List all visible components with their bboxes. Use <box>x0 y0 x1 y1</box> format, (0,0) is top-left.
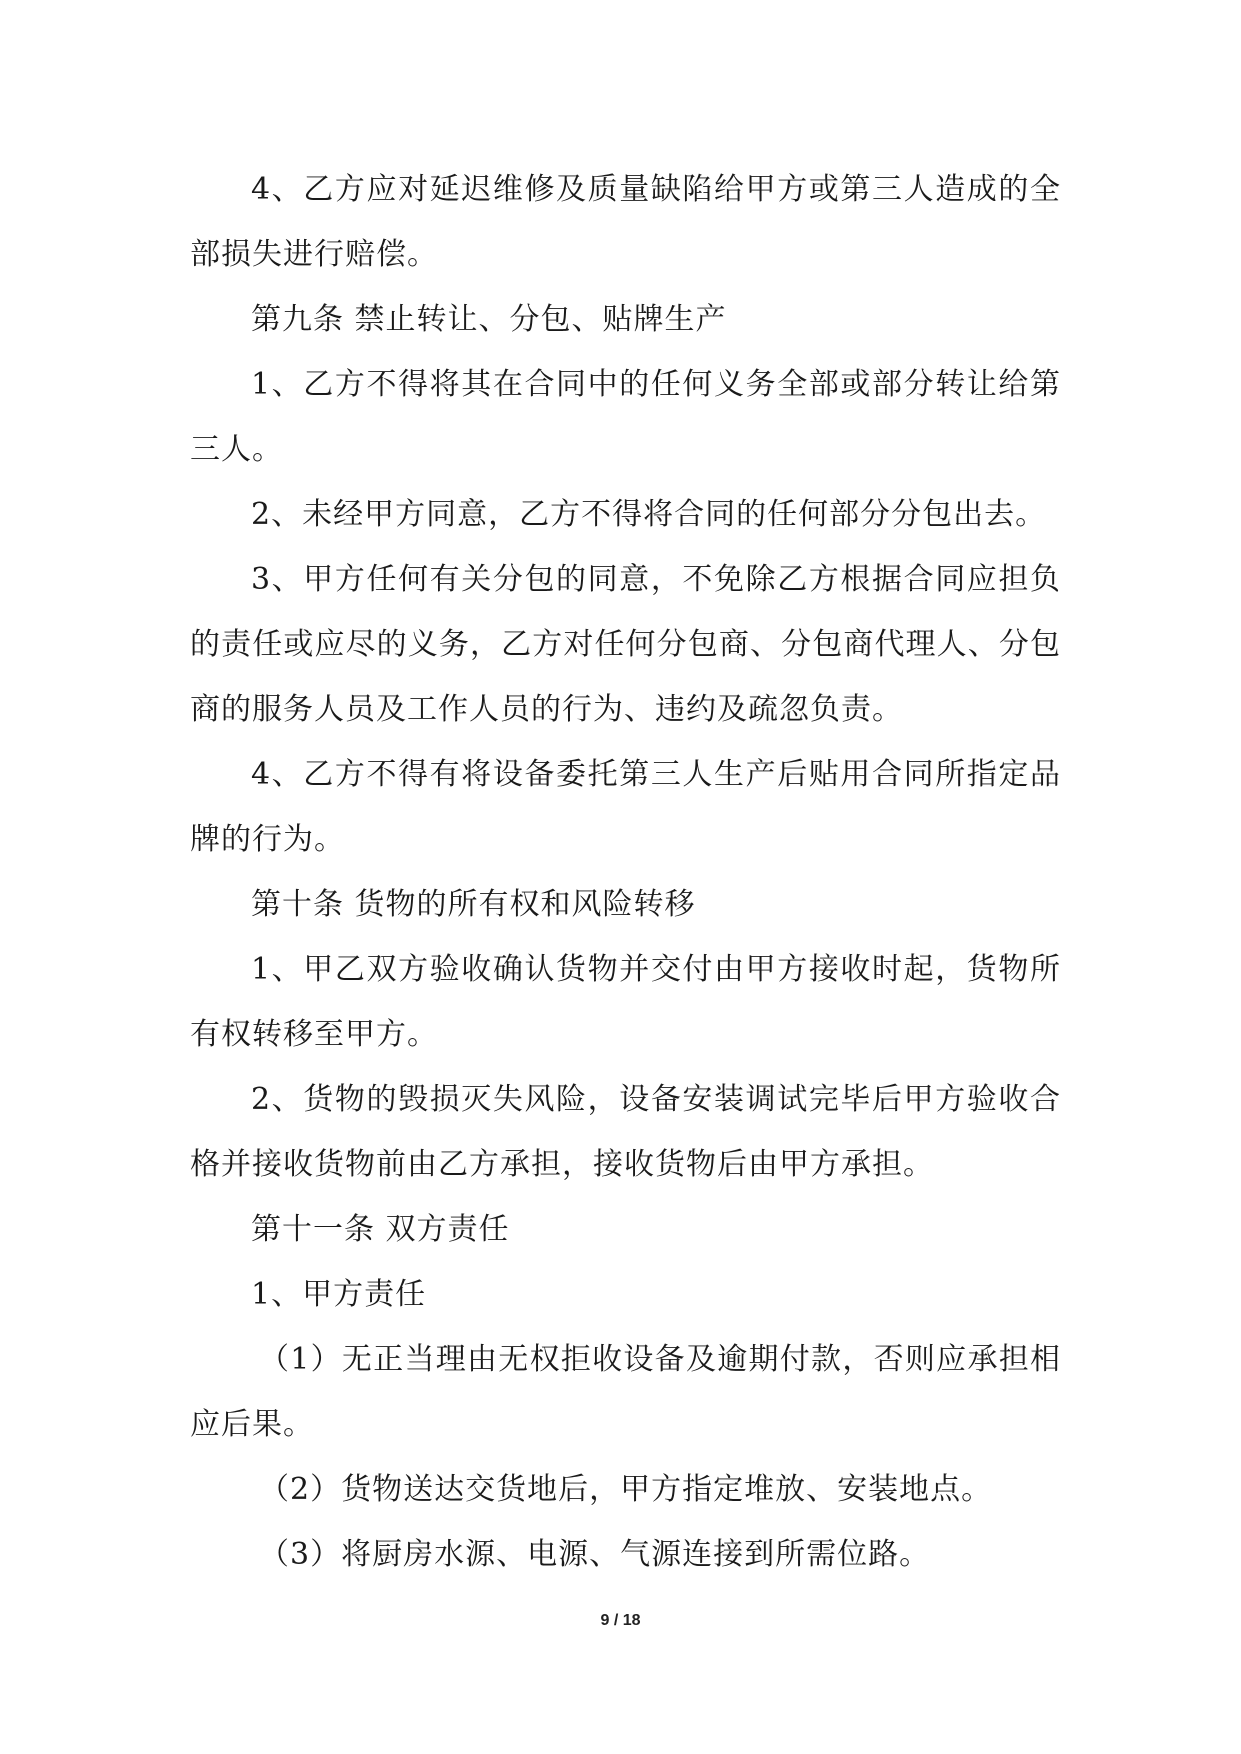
paragraph-item-3-subcontract-liability: 3、甲方任何有关分包的同意，不免除乙方根据合同应担负的责任或应尽的义务，乙方对任何分包商、分包商代理人、分包商的服务人员及工作人员的行为、违约及疏忽负责。 <box>190 562 1061 727</box>
paragraph-item-1-no-transfer: 1、乙方不得将其在合同中的任何义务全部或部分转让给第三人。 <box>190 367 1061 467</box>
paragraph-item-4-no-oem: 4、乙方不得有将设备委托第三人生产后贴用合同所指定品牌的行为。 <box>190 757 1061 857</box>
paragraph-subitem-1: （1）无正当理由无权拒收设备及逾期付款，否则应承担相应后果。 <box>190 1342 1061 1442</box>
paragraph-item-2-no-subcontract: 2、未经甲方同意，乙方不得将合同的任何部分分包出去。 <box>251 497 1047 532</box>
article-10-heading: 第十条 货物的所有权和风险转移 <box>251 887 696 922</box>
paragraph-subitem-3: （3）将厨房水源、电源、气源连接到所需位路。 <box>259 1537 931 1572</box>
paragraph-item-1-party-a-duties: 1、甲方责任 <box>251 1277 427 1312</box>
paragraph-subitem-2: （2）货物送达交货地后，甲方指定堆放、安装地点。 <box>259 1472 993 1507</box>
paragraph-item-1-ownership: 1、甲乙双方验收确认货物并交付由甲方接收时起，货物所有权转移至甲方。 <box>190 952 1061 1052</box>
article-9-heading: 第九条 禁止转让、分包、贴牌生产 <box>251 302 727 337</box>
document-body <box>190 157 1061 1587</box>
paragraph-item-4-compensation: 4、乙方应对延迟维修及质量缺陷给甲方或第三人造成的全部损失进行赔偿。 <box>190 172 1061 272</box>
page-number: 9 / 18 <box>600 1612 641 1629</box>
article-11-heading: 第十一条 双方责任 <box>251 1212 510 1247</box>
paragraph-item-2-risk: 2、货物的毁损灭失风险，设备安装调试完毕后甲方验收合格并接收货物前由乙方承担，接收货物后由甲方承担。 <box>190 1082 1061 1182</box>
